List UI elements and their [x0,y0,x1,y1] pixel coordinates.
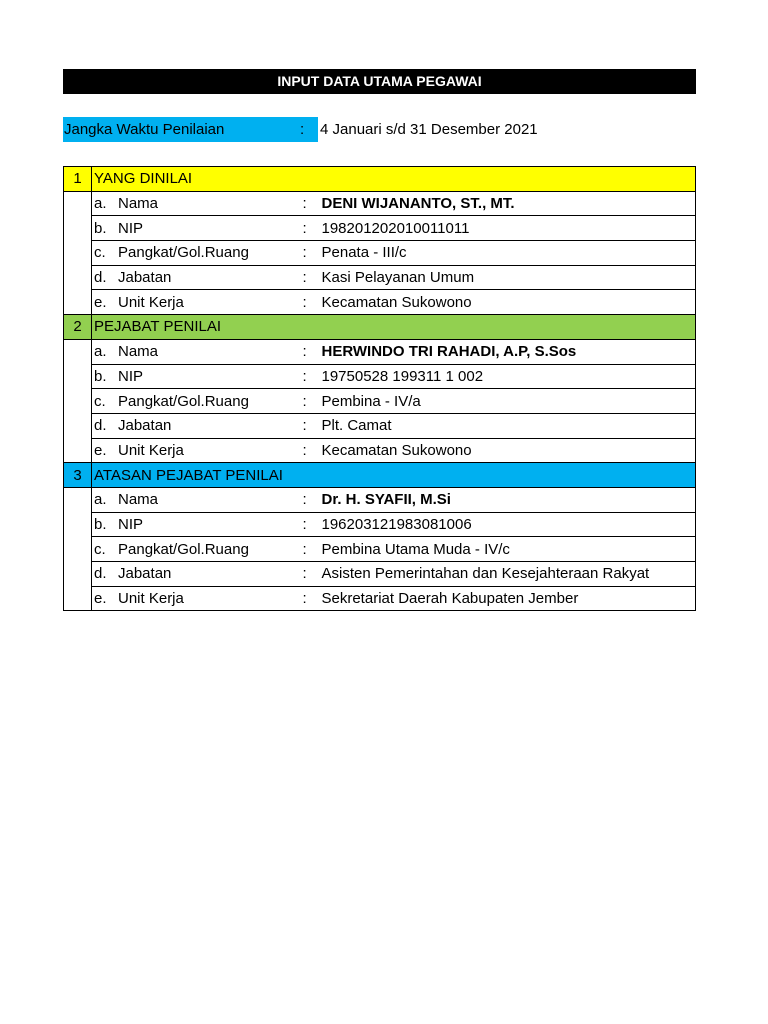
field-letter: d. [94,269,107,287]
blank-cell [64,389,92,414]
field-label-text: Nama [118,343,159,361]
field-letter: b. [94,219,107,237]
table-row-nip [64,512,696,537]
field-label [92,339,303,364]
field-colon: : [303,241,320,266]
field-letter: b. [94,515,107,533]
field-letter: b. [94,367,107,385]
field-value[interactable]: Dr. H. SYAFII, M.Si [320,487,696,512]
field-label [92,216,303,241]
field-colon: : [303,364,320,389]
section-title: YANG DINILAI [92,167,696,192]
table-row-jabatan [64,413,696,438]
field-label [92,438,303,463]
table-row-nama [64,487,696,512]
field-letter: c. [94,392,106,410]
field-colon: : [303,191,320,216]
field-label-text: Unit Kerja [118,441,184,459]
field-label [92,537,303,562]
field-value[interactable]: Asisten Pemerintahan dan Kesejahteraan Rakyat [320,562,696,587]
blank-cell [64,290,92,315]
period-colon: : [300,121,305,138]
field-label-text: Pangkat/Gol.Ruang [118,392,249,410]
field-label [92,364,303,389]
field-letter: a. [94,195,107,213]
field-colon: : [303,290,320,315]
field-label [92,389,303,414]
field-letter: d. [94,417,107,435]
table-row-nip [64,216,696,241]
field-value[interactable]: Kecamatan Sukowono [320,290,696,315]
field-value[interactable]: HERWINDO TRI RAHADI, A.P, S.Sos [320,339,696,364]
field-label-text: NIP [118,219,144,237]
employee-data-table [63,166,696,611]
field-colon: : [303,512,320,537]
section-header-atasan-pejabat-penilai [64,463,696,488]
blank-cell [64,216,92,241]
field-label-text: Jabatan [118,417,172,435]
section-header-pejabat-penilai [64,315,696,340]
field-label-text: Jabatan [118,269,172,287]
field-label-text: Pangkat/Gol.Ruang [118,540,249,558]
field-colon: : [303,487,320,512]
field-value[interactable]: DENI WIJANANTO, ST., MT. [320,191,696,216]
field-label-text: Pangkat/Gol.Ruang [118,244,249,262]
field-value[interactable]: Kecamatan Sukowono [320,438,696,463]
table-row-nip [64,364,696,389]
table-row-nama [64,339,696,364]
field-label [92,290,303,315]
field-value[interactable]: 196203121983081006 [320,512,696,537]
table-row-unit-kerja [64,586,696,611]
table-row-pangkat [64,389,696,414]
field-label [92,191,303,216]
table-row-jabatan [64,265,696,290]
blank-cell [64,487,92,512]
field-value[interactable]: Sekretariat Daerah Kabupaten Jember [320,586,696,611]
page-title: INPUT DATA UTAMA PEGAWAI [63,69,696,94]
field-label [92,241,303,266]
table-row-pangkat [64,537,696,562]
field-label [92,586,303,611]
field-value[interactable]: 19750528 199311 1 002 [320,364,696,389]
field-label [92,512,303,537]
blank-cell [64,413,92,438]
field-letter: d. [94,565,107,583]
field-label-text: Nama [118,491,159,509]
blank-cell [64,512,92,537]
field-colon: : [303,537,320,562]
section-title: ATASAN PEJABAT PENILAI [92,463,696,488]
field-value[interactable]: Penata - III/c [320,241,696,266]
field-label [92,413,303,438]
table-row-unit-kerja [64,438,696,463]
field-label [92,562,303,587]
period-label: Jangka Waktu Penilaian [63,117,318,142]
field-letter: c. [94,540,106,558]
field-letter: e. [94,441,107,459]
field-label [92,265,303,290]
blank-cell [64,537,92,562]
field-label-text: NIP [118,367,144,385]
field-letter: e. [94,293,107,311]
field-colon: : [303,413,320,438]
field-letter: e. [94,590,107,608]
period-value[interactable]: 4 Januari s/d 31 Desember 2021 [320,121,538,138]
blank-cell [64,339,92,364]
table-row-pangkat [64,241,696,266]
blank-cell [64,562,92,587]
field-colon: : [303,586,320,611]
field-colon: : [303,339,320,364]
table-row-nama [64,191,696,216]
section-number: 2 [64,315,92,340]
field-colon: : [303,438,320,463]
section-number: 1 [64,167,92,192]
section-number: 3 [64,463,92,488]
section-title: PEJABAT PENILAI [92,315,696,340]
field-letter: c. [94,244,106,262]
field-value[interactable]: Kasi Pelayanan Umum [320,265,696,290]
field-colon: : [303,216,320,241]
field-colon: : [303,265,320,290]
field-value[interactable]: 198201202010011011 [320,216,696,241]
blank-cell [64,364,92,389]
field-value[interactable]: Pembina - IV/a [320,389,696,414]
field-value[interactable]: Plt. Camat [320,413,696,438]
field-label-text: NIP [118,515,144,533]
field-letter: a. [94,491,107,509]
field-label [92,487,303,512]
field-label-text: Nama [118,195,159,213]
section-header-yang-dinilai [64,167,696,192]
field-colon: : [303,562,320,587]
blank-cell [64,191,92,216]
field-label-text: Unit Kerja [118,590,184,608]
blank-cell [64,241,92,266]
field-label-text: Jabatan [118,565,172,583]
table-row-unit-kerja [64,290,696,315]
field-label-text: Unit Kerja [118,293,184,311]
field-colon: : [303,389,320,414]
blank-cell [64,586,92,611]
field-letter: a. [94,343,107,361]
blank-cell [64,438,92,463]
blank-cell [64,265,92,290]
table-row-jabatan [64,562,696,587]
field-value[interactable]: Pembina Utama Muda - IV/c [320,537,696,562]
